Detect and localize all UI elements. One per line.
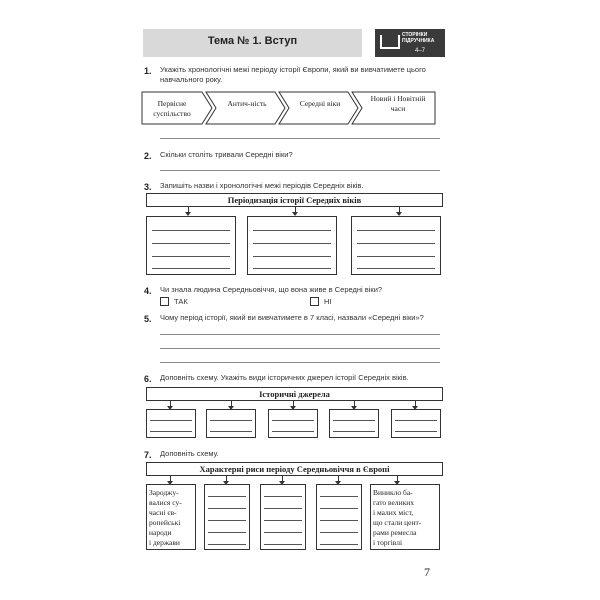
feature-cities-line3: і малих міст, xyxy=(373,508,414,517)
answer-line xyxy=(160,138,440,139)
q4-text: Чи знала людина Середньовіччя, що вона живе в Середні віки? xyxy=(160,285,383,294)
period-middle-ages: Середні віки xyxy=(299,99,341,108)
answer-line xyxy=(160,334,440,335)
feature-nations-line6: і держави xyxy=(149,538,180,547)
feature-nations-line2: валися су- xyxy=(149,498,182,507)
q6-number: 6. xyxy=(144,374,152,384)
badge-pages: 4–7 xyxy=(415,48,426,54)
sources-title: Історичні джерела xyxy=(259,389,330,399)
features-title: Характерні риси періоду Середньовіччя в Європі xyxy=(199,464,390,474)
q2-text: Скільки століть тривали Середні віки? xyxy=(160,150,293,159)
book-icon xyxy=(380,35,400,49)
period-answer-box-1[interactable] xyxy=(146,216,236,275)
feature-cities-line1: Виникло ба- xyxy=(373,488,413,497)
q4-number: 4. xyxy=(144,286,152,296)
feature-answer-box-3[interactable] xyxy=(316,484,362,550)
periodization-title: Періодизація історії Середніх віків xyxy=(227,195,362,205)
q5-number: 5. xyxy=(144,314,152,324)
feature-cities-line4: що стали цент- xyxy=(373,518,422,527)
q7-number: 7. xyxy=(144,450,152,460)
q5-text: Чому період історії, який ви вивчатимете в 7 класі, назвали «Середні віки»? xyxy=(160,313,424,322)
answer-line xyxy=(160,348,440,349)
feature-cities-line6: і торгівлі xyxy=(373,538,403,547)
period-answer-box-3[interactable] xyxy=(351,216,441,275)
feature-answer-box-1[interactable] xyxy=(204,484,250,550)
yes-checkbox[interactable] xyxy=(160,297,169,306)
no-checkbox[interactable] xyxy=(310,297,319,306)
no-label: НІ xyxy=(324,297,332,306)
source-answer-box-3[interactable] xyxy=(268,409,318,438)
feature-nations-line3: часні єв- xyxy=(149,508,177,517)
answer-line xyxy=(160,170,440,171)
feature-nations-line1: Зароджу- xyxy=(149,488,179,497)
q7-text: Доповніть схему. xyxy=(160,449,219,458)
source-answer-box-2[interactable] xyxy=(206,409,256,438)
feature-nations-line4: ропейські xyxy=(149,518,181,527)
period-antiquity: Антич-ність xyxy=(227,99,267,108)
feature-cities-line2: гато великих xyxy=(373,498,415,507)
q3-text: Запишіть назви і хронологічні межі періодів Середніх віків. xyxy=(160,181,364,190)
feature-answer-box-2[interactable] xyxy=(260,484,306,550)
period-primitive: Первісне суспільство xyxy=(153,99,191,118)
q6-text: Доповніть схему. Укажіть види історичних джерел історії Середніх віків. xyxy=(160,373,409,382)
q1-text: Укажіть хронологічні межі періоду історії Європи, який ви вивчатимете цього навчального року. xyxy=(160,65,426,84)
q1-number: 1. xyxy=(144,66,152,76)
source-answer-box-4[interactable] xyxy=(329,409,379,438)
badge-label: СТОРІНКИ ПІДРУЧНИКА xyxy=(402,32,435,44)
feature-nations-line5: народи xyxy=(149,528,172,537)
page-number: 7 xyxy=(424,565,430,579)
answer-line xyxy=(160,362,440,363)
period-modern: Новий і Новітній часи xyxy=(370,94,426,113)
period-answer-box-2[interactable] xyxy=(247,216,337,275)
q2-number: 2. xyxy=(144,151,152,161)
feature-cities-line5: рами ремесла xyxy=(373,528,417,537)
source-answer-box-1[interactable] xyxy=(146,409,196,438)
yes-label: ТАК xyxy=(174,297,188,306)
q3-number: 3. xyxy=(144,182,152,192)
source-answer-box-5[interactable] xyxy=(391,409,441,438)
topic-title: Тема № 1. Вступ xyxy=(207,35,298,47)
